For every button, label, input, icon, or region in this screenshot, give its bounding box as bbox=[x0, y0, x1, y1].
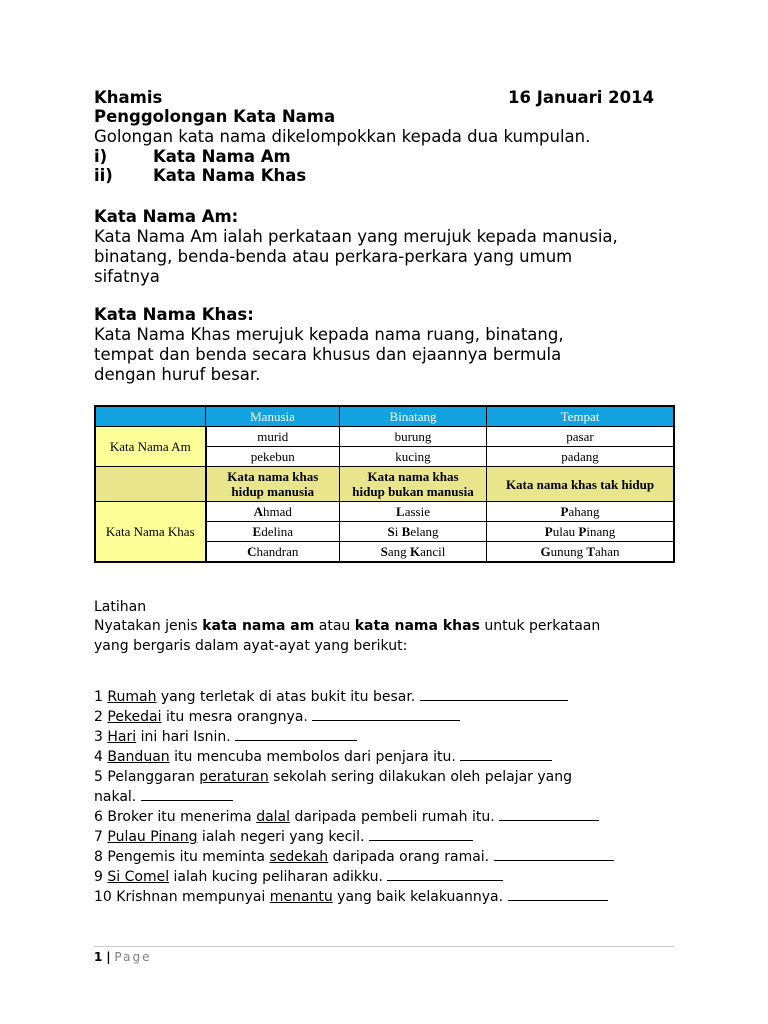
table-subheader bbox=[206, 467, 340, 502]
answer-blank[interactable] bbox=[420, 687, 568, 701]
exercise-item-cont: nakal. bbox=[94, 787, 233, 807]
subheader-blank-cell bbox=[95, 467, 206, 502]
underlined-word: Si Comel bbox=[107, 869, 170, 885]
page-number: 1 bbox=[94, 950, 103, 964]
table-cell: kucing bbox=[340, 447, 487, 467]
group-label-2: Kata Nama Khas bbox=[153, 166, 307, 185]
footer-separator: | bbox=[106, 950, 111, 964]
exercise-item: 9 Si Comel ialah kucing peliharan adikku. bbox=[94, 867, 503, 887]
table-row bbox=[95, 502, 674, 522]
answer-blank[interactable] bbox=[494, 847, 614, 861]
khas-line: tempat dan benda secara khusus dan ejaannya bermula bbox=[94, 345, 562, 364]
underlined-word: peraturan bbox=[199, 769, 269, 785]
table-cell: pekebun bbox=[206, 447, 340, 467]
answer-blank[interactable] bbox=[387, 867, 503, 881]
table-cell: Chandran bbox=[206, 542, 340, 563]
exercise-item: 4 Banduan itu mencuba membolos dari penjara itu. bbox=[94, 747, 552, 767]
underlined-word: Pekedai bbox=[107, 709, 162, 725]
subheader-line: Kata nama khas bbox=[227, 469, 319, 484]
table-cell: Lassie bbox=[340, 502, 487, 522]
page-footer bbox=[94, 950, 151, 964]
answer-blank[interactable] bbox=[499, 807, 599, 821]
intro-text: Golongan kata nama dikelompokkan kepada dua kumpulan. bbox=[94, 127, 591, 146]
kata-nama-table bbox=[94, 405, 675, 563]
table-cell: Pahang bbox=[487, 502, 675, 522]
exercise-item: 8 Pengemis itu meminta sedekah daripada orang ramai. bbox=[94, 847, 614, 867]
underlined-word: Hari bbox=[107, 729, 137, 745]
am-line: binatang, benda-benda atau perkara-perkara yang umum bbox=[94, 247, 573, 266]
table-header: Tempat bbox=[487, 406, 675, 427]
exercise-item: 7 Pulau Pinang ialah negeri yang kecil. bbox=[94, 827, 473, 847]
day-label: Khamis bbox=[94, 88, 163, 107]
exercise-title: Latihan bbox=[94, 599, 147, 615]
date-label: 16 Januari 2014 bbox=[508, 88, 655, 107]
am-line: Kata Nama Am ialah perkataan yang merujuk kepada manusia, bbox=[94, 227, 618, 246]
group-num-2: ii) bbox=[94, 166, 113, 185]
table-row bbox=[95, 427, 674, 447]
underlined-word: sedekah bbox=[269, 849, 329, 865]
table-cell: Pulau Pinang bbox=[487, 522, 675, 542]
exercise-item: 3 Hari ini hari Isnin. bbox=[94, 727, 357, 747]
am-row-label: Kata Nama Am bbox=[95, 427, 206, 467]
answer-blank[interactable] bbox=[369, 827, 473, 841]
subheader-line: Kata nama khas tak hidup bbox=[505, 476, 655, 492]
table-cell: Gunung Tahan bbox=[487, 542, 675, 563]
exercise-instruction: Nyatakan jenis kata nama am atau kata nama khas untuk perkataan bbox=[94, 618, 601, 634]
khas-line: dengan huruf besar. bbox=[94, 365, 261, 384]
group-num-1: i) bbox=[94, 147, 108, 166]
underlined-word: menantu bbox=[269, 889, 333, 905]
exercise-item: 10 Krishnan mempunyai menantu yang baik kelakuannya. bbox=[94, 887, 608, 907]
page-label: Page bbox=[114, 950, 152, 964]
table-corner-cell bbox=[95, 406, 206, 427]
exercise-item: 5 Pelanggaran peraturan sekolah sering dilakukan oleh pelajar yang bbox=[94, 769, 573, 785]
group-label-1: Kata Nama Am bbox=[153, 147, 291, 166]
exercise-item: 2 Pekedai itu mesra orangnya. bbox=[94, 707, 460, 727]
exercise-item: 1 Rumah yang terletak di atas bukit itu besar. bbox=[94, 687, 568, 707]
underlined-word: Pulau Pinang bbox=[107, 829, 198, 845]
answer-blank[interactable] bbox=[141, 787, 233, 801]
table-cell: Sang Kancil bbox=[340, 542, 487, 563]
table-cell: Si Belang bbox=[340, 522, 487, 542]
underlined-word: Rumah bbox=[107, 689, 157, 705]
table-cell: pasar bbox=[487, 427, 675, 447]
khas-line: Kata Nama Khas merujuk kepada nama ruang, binatang, bbox=[94, 325, 564, 344]
answer-blank[interactable] bbox=[460, 747, 552, 761]
underlined-word: Banduan bbox=[107, 749, 170, 765]
subheader-line: hidup bukan manusia bbox=[352, 484, 474, 499]
table-cell: padang bbox=[487, 447, 675, 467]
table-cell: burung bbox=[340, 427, 487, 447]
khas-row-label: Kata Nama Khas bbox=[95, 502, 206, 563]
table-subheader-row bbox=[95, 467, 674, 502]
answer-blank[interactable] bbox=[508, 887, 608, 901]
table-header-row bbox=[95, 406, 674, 427]
am-line: sifatnya bbox=[94, 267, 160, 286]
footer-divider bbox=[94, 946, 674, 947]
exercise-item: 6 Broker itu menerima dalal daripada pembeli rumah itu. bbox=[94, 807, 599, 827]
subheader-line: hidup manusia bbox=[231, 484, 315, 499]
table-cell: Ahmad bbox=[206, 502, 340, 522]
am-heading: Kata Nama Am: bbox=[94, 207, 239, 226]
page-title: Penggolongan Kata Nama bbox=[94, 107, 336, 126]
table-cell: murid bbox=[206, 427, 340, 447]
exercise-instruction: yang bergaris dalam ayat-ayat yang berikut: bbox=[94, 638, 408, 654]
answer-blank[interactable] bbox=[235, 727, 357, 741]
table-subheader bbox=[487, 467, 675, 502]
subheader-line: Kata nama khas bbox=[367, 469, 459, 484]
table-header: Manusia bbox=[206, 406, 340, 427]
underlined-word: dalal bbox=[256, 809, 291, 825]
table-subheader bbox=[340, 467, 487, 502]
khas-heading: Kata Nama Khas: bbox=[94, 305, 254, 324]
table-cell: Edelina bbox=[206, 522, 340, 542]
answer-blank[interactable] bbox=[312, 707, 460, 721]
table-header: Binatang bbox=[340, 406, 487, 427]
